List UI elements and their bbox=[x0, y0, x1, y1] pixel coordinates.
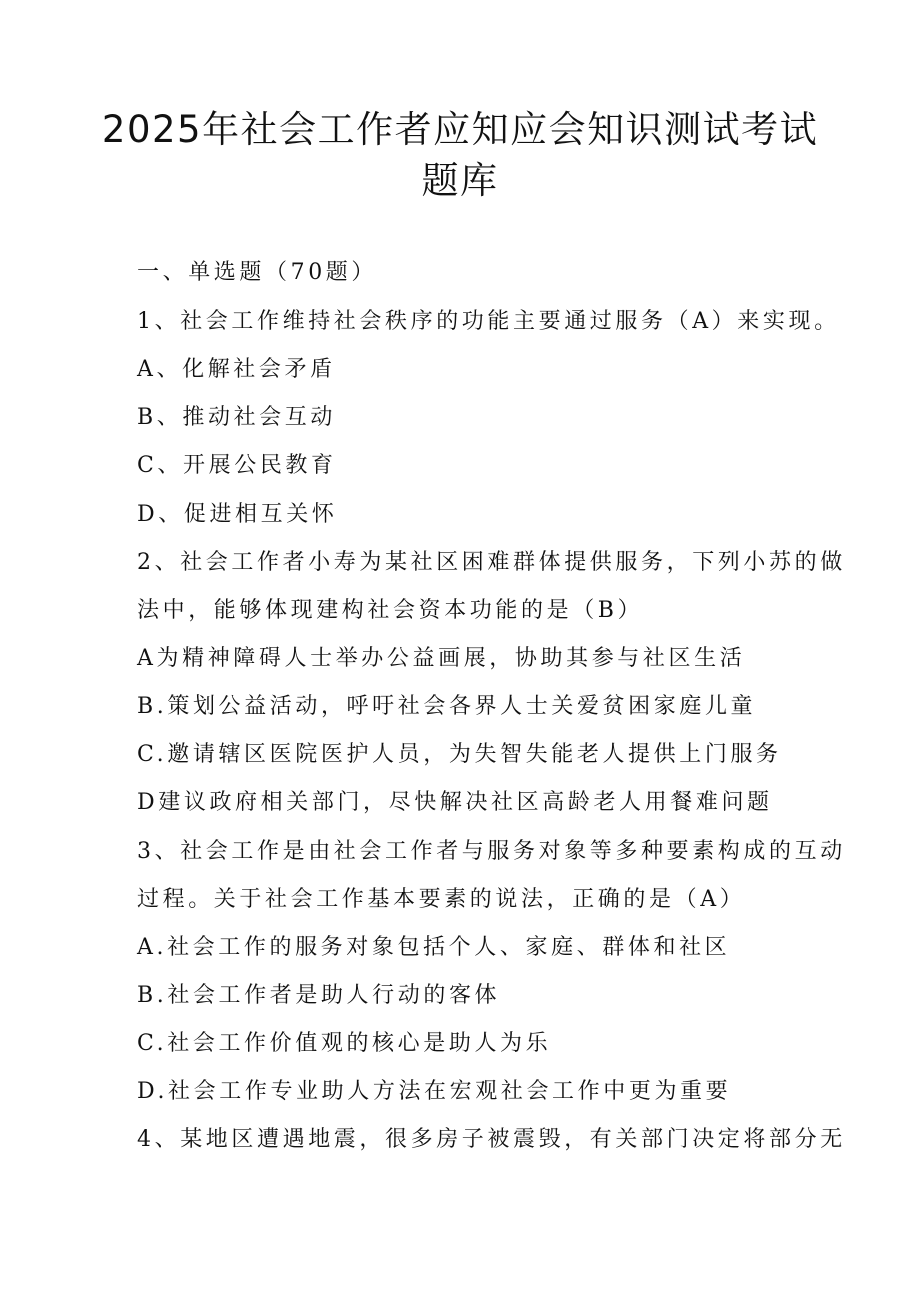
question-3-stem-line-1: 3、社会工作是由社会工作者与服务对象等多种要素构成的互动 bbox=[137, 839, 846, 864]
question-3-option-d: D.社会工作专业助人方法在宏观社会工作中更为重要 bbox=[137, 1079, 732, 1104]
question-2-stem-line-1: 2、社会工作者小寿为某社区困难群体提供服务，下列小苏的做 bbox=[137, 550, 846, 575]
question-3-option-b: B.社会工作者是助人行动的客体 bbox=[137, 983, 501, 1008]
question-1-stem: 1、社会工作维持社会秩序的功能主要通过服务（A）来实现。 bbox=[137, 309, 840, 334]
question-2-option-d: D建议政府相关部门，尽快解决社区高龄老人用餐难问题 bbox=[137, 790, 773, 815]
question-2-stem-line-2: 法中，能够体现建构社会资本功能的是（B） bbox=[137, 598, 644, 623]
question-2-option-c: C.邀请辖区医院医护人员，为失智失能老人提供上门服务 bbox=[137, 742, 782, 767]
question-3-stem-line-2: 过程。关于社会工作基本要素的说法，正确的是（A） bbox=[137, 887, 746, 912]
question-3-option-c: C.社会工作价值观的核心是助人为乐 bbox=[137, 1031, 552, 1056]
question-2-option-b: B.策划公益活动，呼吁社会各界人士关爱贫困家庭儿童 bbox=[137, 694, 757, 719]
question-1-option-a: A、化解社会矛盾 bbox=[137, 357, 336, 382]
question-3-option-a: A.社会工作的服务对象包括个人、家庭、群体和社区 bbox=[137, 935, 731, 960]
question-1-option-d: D、促进相互关怀 bbox=[137, 502, 338, 527]
question-2-option-a: A为精神障碍人士举办公益画展，协助其参与社区生活 bbox=[137, 646, 746, 671]
question-1-option-b: B、推动社会互动 bbox=[137, 405, 336, 430]
question-4-stem-line-1: 4、某地区遭遇地震，很多房子被震毁，有关部门决定将部分无 bbox=[137, 1127, 846, 1152]
section-heading: 一、单选题（70题） bbox=[137, 260, 377, 285]
document-title-line-2: 题库 bbox=[421, 159, 499, 202]
document-title-line-1: 2025年社会工作者应知应会知识测试考试 bbox=[101, 108, 819, 151]
question-1-option-c: C、开展公民教育 bbox=[137, 453, 337, 478]
